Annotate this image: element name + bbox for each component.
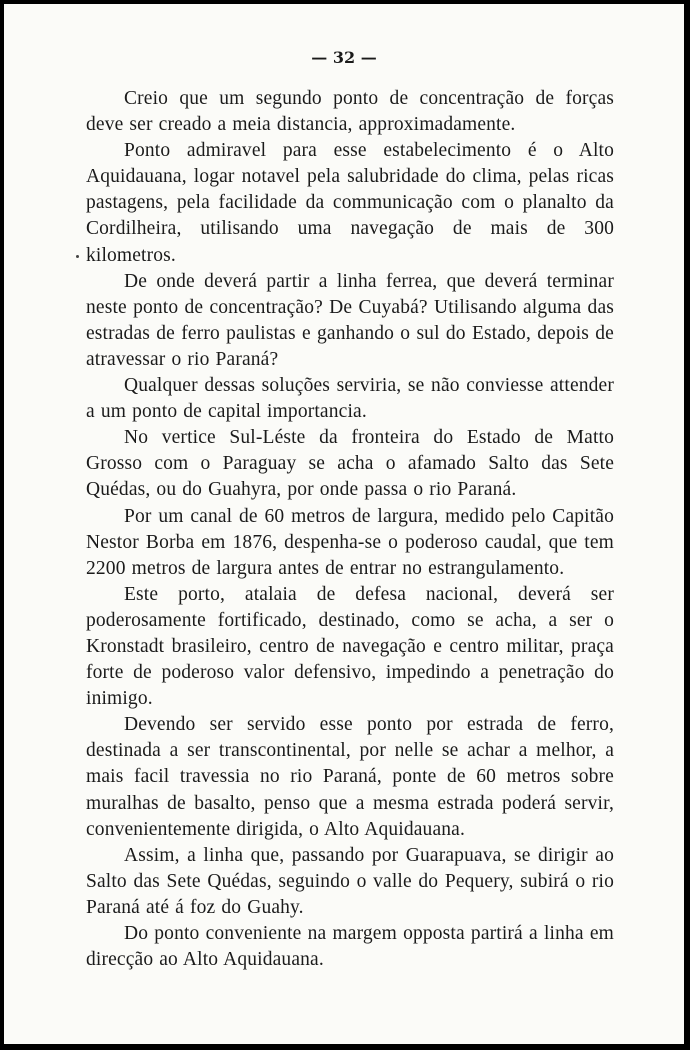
- paragraph-5: No vertice Sul-Léste da fronteira do Estado de Matto Grosso com o Paraguay se acha o afamado Salto das Sete Quédas, ou do Guahyra, por onde passa o rio Paraná.: [86, 427, 614, 501]
- paragraph-7: Este porto, atalaia de defesa nacional, deverá ser poderosamente fortificado, destinado, como se acha, a ser o Kronstadt brasileiro, centro de navegação e centro militar, praça forte de poderoso valor defensivo, impedindo a penetração do inimigo.: [86, 583, 614, 710]
- page-number: — 32 —: [311, 48, 377, 67]
- paragraph-4: Qualquer dessas soluções serviria, se não conviesse attender a um ponto de capital importancia.: [86, 375, 614, 423]
- paragraph-10: Do ponto conveniente na margem opposta partirá a linha em direcção ao Alto Aquidauana.: [86, 923, 614, 971]
- ink-speck: [76, 255, 79, 258]
- paragraph-6: Por um canal de 60 metros de largura, medido pelo Capitão Nestor Borba em 1876, despenha-se o poderoso caudal, que tem 2200 metros de largura antes de entrar no estrangulamento.: [86, 505, 614, 579]
- paragraph-3: De onde deverá partir a linha ferrea, que deverá terminar neste ponto de concentração? De Cuyabá? Utilisando alguma das estradas de ferro paulistas e ganhando o sul do Estado, depois de atravessar o rio Paraná?: [86, 270, 614, 370]
- paragraph-2: Ponto admiravel para esse estabelecimento é o Alto Aquidauana, logar notavel pela salubridade do clima, pelas ricas pastagens, pela facilidade da communicação com o planalto da Cordilheira, utilisando uma navegação de mais de 300 kilometros.: [86, 140, 614, 266]
- paragraph-9: Assim, a linha que, passando por Guarapuava, se dirigir ao Salto das Sete Quédas, seguindo o valle do Pequery, subirá o rio Paraná até á foz do Guahy.: [86, 844, 614, 918]
- text-body: [86, 86, 614, 973]
- paragraph-1: Creio que um segundo ponto de concentração de forças deve ser creado a meia distancia, approximadamente.: [86, 88, 614, 136]
- book-page: [4, 4, 684, 1044]
- paragraph-8: Devendo ser servido esse ponto por estrada de ferro, destinada a ser transcontinental, por nelle se achar a melhor, a mais facil travessia no rio Paraná, ponte de 60 metros sobre muralhas de basalto, penso que a mesma estrada poderá servir, convenientemente dirigida, o Alto Aquidauana.: [86, 714, 614, 840]
